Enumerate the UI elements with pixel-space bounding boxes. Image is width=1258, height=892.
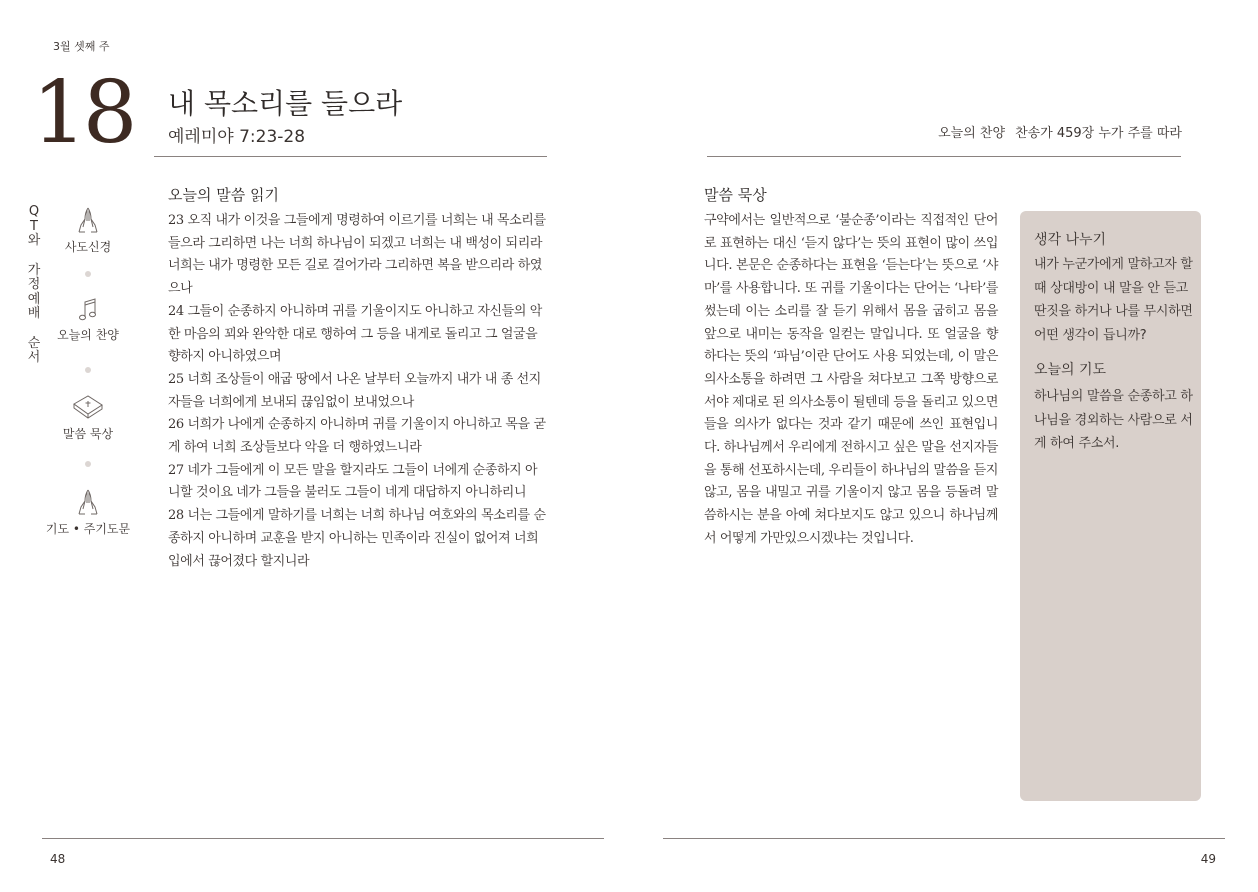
sidebar-item-label: 사도신경 xyxy=(64,240,112,254)
separator-dot xyxy=(85,367,91,373)
footer-rule-left xyxy=(42,838,604,839)
prayer-text: 하나님의 말씀을 순종하고 하나님을 경외하는 사람으로 서게 하여 주소서. xyxy=(1034,389,1193,451)
verse: 24 그들이 순종하지 아니하며 귀를 기울이지도 아니하고 자신들의 악한 마음의 꾀와 완악한 대로 행하여 그 등을 내게로 돌리고 그 얼굴을 향하지 아니하였으며 xyxy=(168,303,542,365)
verse: 23 오직 내가 이것을 그들에게 명령하여 이르기를 너희는 내 목소리를 들으라 그리하면 나는 너희 하나님이 되겠고 너희는 내 백성이 되리라 너희는 내가 명령한 모든 길로 걸어가라 그리하면 복을 받으리라 하였으나 xyxy=(168,213,546,297)
vertical-char: 가 xyxy=(27,262,41,278)
page-title: 내 목소리를 들으라 xyxy=(168,87,403,120)
vertical-char: T xyxy=(30,218,38,234)
verse: 26 너희가 나에게 순종하지 아니하며 귀를 기울이지 아니하고 목을 굳게 하여 너희 조상들보다 악을 더 행하였느니라 xyxy=(168,417,546,456)
sidebar-item-label: 오늘의 찬양 xyxy=(57,328,119,342)
separator-dot xyxy=(85,271,91,277)
vertical-char: 와 xyxy=(27,233,41,248)
hymn-label: 오늘의 찬양 xyxy=(938,126,1006,141)
vertical-char: 정 xyxy=(27,277,41,292)
separator-dot xyxy=(85,461,91,467)
verse: 28 너는 그들에게 말하기를 너희는 너희 하나님 여호와의 목소리를 순종하지 아니하며 교훈을 받지 아니하는 민족이라 진실이 없어져 너희 입에서 끊어졌다 할지니라 xyxy=(168,508,546,569)
reflection-box xyxy=(1020,211,1201,801)
vertical-char: 순 xyxy=(27,335,41,351)
verse: 27 네가 그들에게 이 모든 말을 할지라도 그들이 너에게 순종하지 아니할 것이요 네가 그들을 불러도 그들이 네게 대답하지 아니하리니 xyxy=(168,462,538,501)
sidebar-item-label: 기도 • 주기도문 xyxy=(45,522,131,536)
vertical-char: 서 xyxy=(27,350,41,365)
vertical-gap xyxy=(27,249,41,264)
scripture-text xyxy=(168,210,548,573)
hymn-value: 찬송가 459장 누가 주를 따라 xyxy=(1015,126,1182,141)
praying-hands-icon xyxy=(73,487,103,517)
meditation-text: 구약에서는 일반적으로 ‘불순종’이라는 직접적인 단어로 표현하는 대신 ‘듣지 않다’는 뜻의 표현이 많이 쓰입니다. 본문은 순종하다는 표현을 ‘듣는다’는 뜻으로 ‘샤마’를 사용합니다. 또 귀를 기울이다는 단어는 ‘나타’를 썼는데 이는 소리를 잘 듣기 위해서 몸을 굽히고 몸을 앞으로 내미는 동작을 일컫는 말입니다. 또 얼굴을 향하다는 뜻의 ‘파님’이란 단어도 사용 되었는데, 이 말은 의사소통을 하려면 그 사람을 쳐다보고 그쪽 방향으로 서야 제대로 된 의사소통이 될텐데 등을 돌리고 있으면 들을 의사가 없다는 것과 같기 때문에 쓰인 표현입니다. 하나님께서 우리에게 전하시고 싶은 말을 선지자들을 통해 선포하시는데, 우리들이 하나님의 말씀을 듣지 않고, 몸을 내밀고 귀를 기울이지 않고 몸을 등돌려 말씀하시는 분을 아예 쳐다보지도 않고 있으니 하나님께서 어떻게 가만있으시겠냐는 것입니다. xyxy=(704,213,998,546)
page-number-right: 49 xyxy=(1200,852,1216,866)
prayer-heading: 오늘의 기도 xyxy=(1034,362,1107,378)
header-rule-left xyxy=(154,156,547,157)
sidebar-item-meditation xyxy=(43,392,133,442)
bible-icon xyxy=(71,392,105,422)
sidebar-item-apostles-creed xyxy=(43,205,133,255)
share-text: 내가 누군가에게 말하고자 할 때 상대방이 내 말을 안 듣고 딴짓을 하거나 나를 무시하면 어떤 생각이 듭니까? xyxy=(1034,257,1193,343)
sidebar-item-todays-hymn xyxy=(43,297,133,343)
scripture-reference: 예레미야 7:23-28 xyxy=(168,127,306,147)
vertical-gap xyxy=(27,322,41,337)
week-label: 3월 셋째 주 xyxy=(53,40,110,53)
music-note-icon xyxy=(73,297,103,323)
vertical-char: 예 xyxy=(27,291,41,307)
verse: 25 너희 조상들이 애굽 땅에서 나온 날부터 오늘까지 내가 내 종 선지자들을 너희에게 보내되 끊임없이 보내었으나 xyxy=(168,371,541,410)
page-number-left: 48 xyxy=(50,852,66,866)
header-rule-right xyxy=(707,156,1181,157)
sidebar-item-label: 말씀 묵상 xyxy=(62,427,114,441)
share-heading: 생각 나누기 xyxy=(1034,232,1107,248)
praying-hands-icon xyxy=(73,205,103,235)
vertical-char: 배 xyxy=(27,306,41,321)
day-number: 18 xyxy=(32,63,134,163)
todays-hymn xyxy=(938,122,1182,141)
sidebar-item-prayer xyxy=(43,487,133,537)
scripture-heading: 오늘의 말씀 읽기 xyxy=(168,186,279,204)
meditation-heading: 말씀 묵상 xyxy=(704,186,767,204)
vertical-section-label xyxy=(27,205,41,366)
vertical-char: Q xyxy=(28,204,40,219)
footer-rule-right xyxy=(663,838,1225,839)
